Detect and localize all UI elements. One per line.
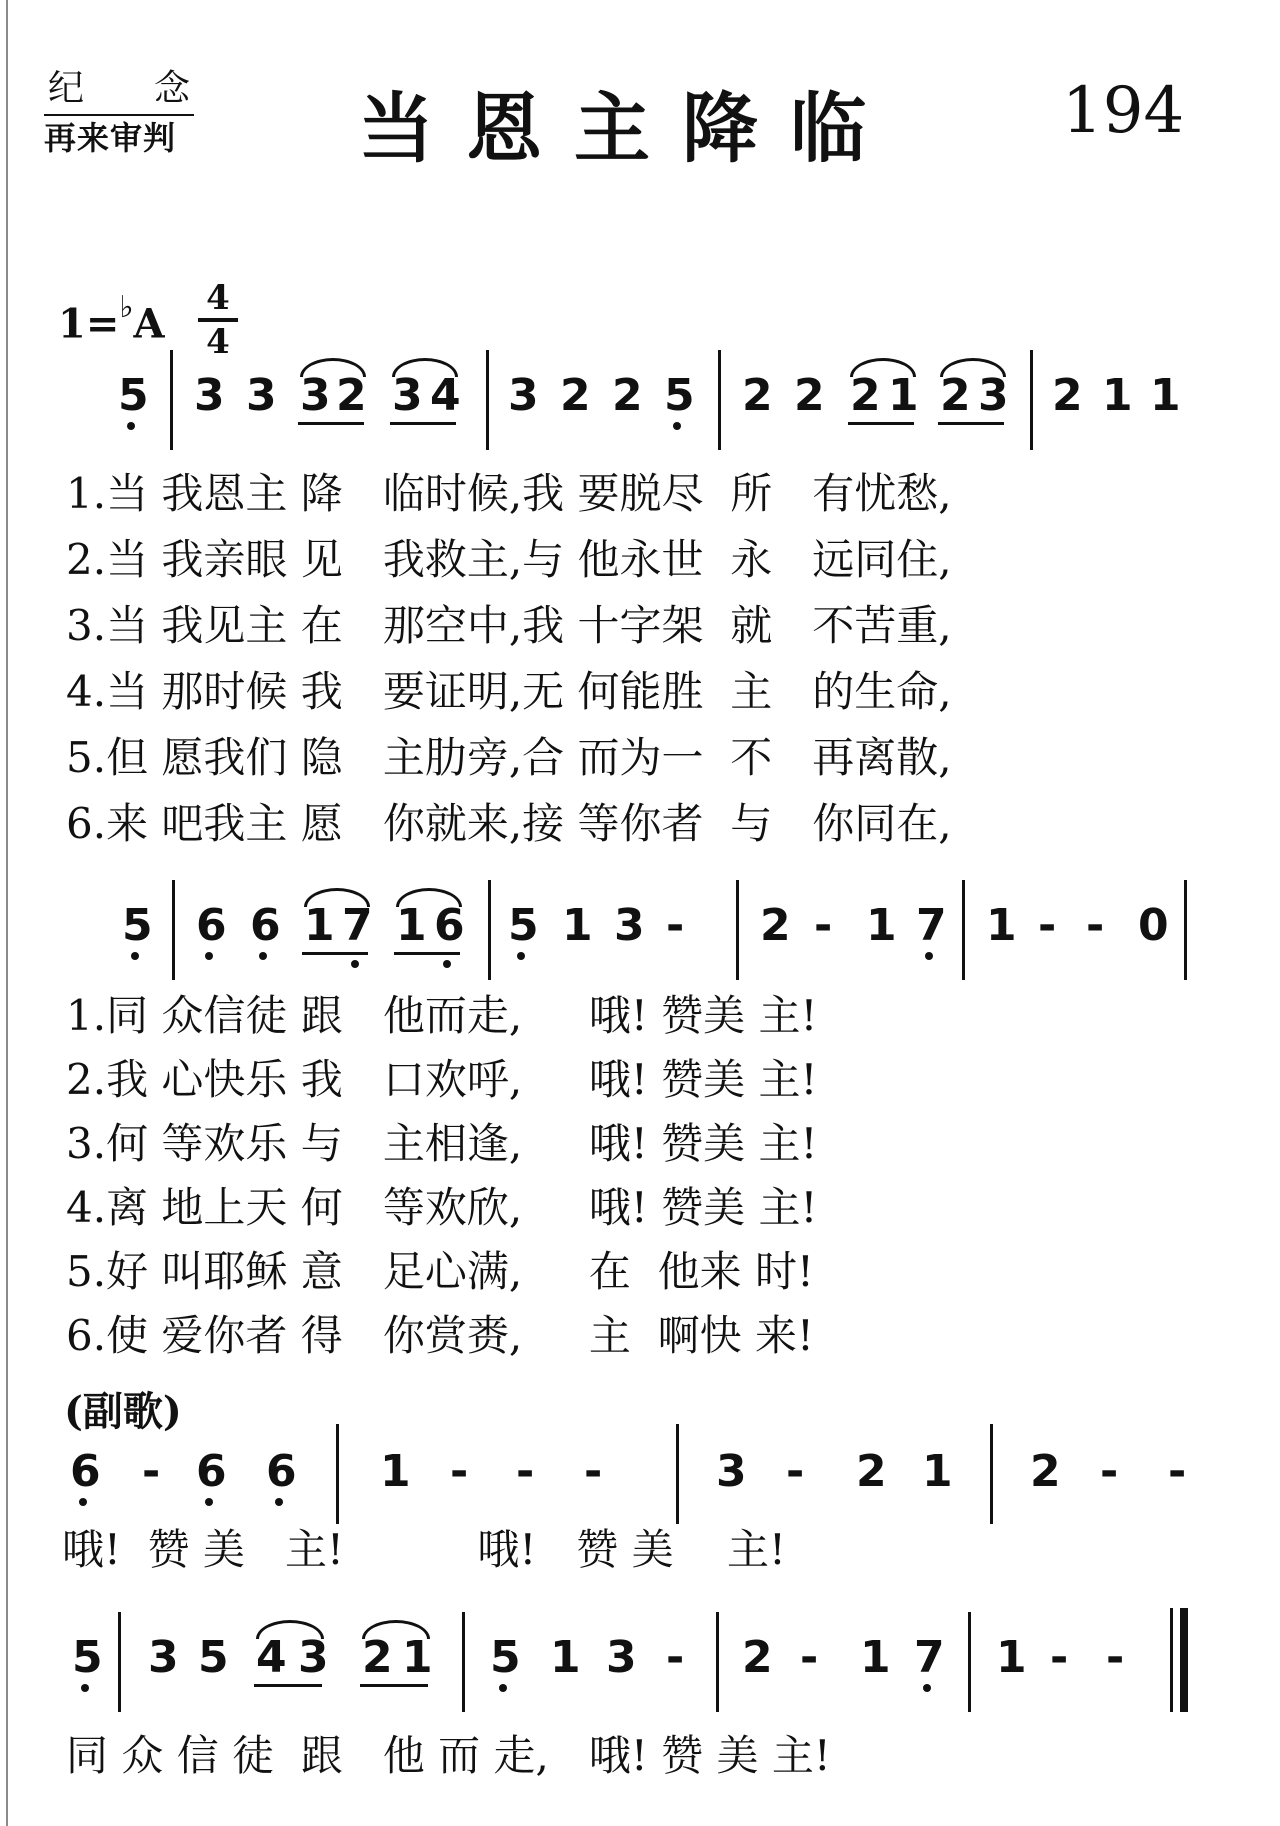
- verse-line: 2.当 我亲眼 见 我救主,与 他永世 永 远同住,: [66, 535, 952, 584]
- note: 1: [888, 370, 919, 421]
- note-dot: [673, 422, 681, 430]
- note: 1: [562, 900, 593, 951]
- category-label: [44, 66, 194, 116]
- note: 1: [1102, 370, 1133, 421]
- note: 3: [300, 370, 331, 421]
- key-tonic: 1=: [58, 300, 120, 348]
- note-dot: [517, 952, 525, 960]
- note: 6: [70, 1446, 101, 1497]
- note: 3: [298, 1632, 329, 1683]
- category-char: 纪: [48, 68, 85, 109]
- barline: [1184, 880, 1187, 980]
- note: 1: [996, 1632, 1027, 1683]
- hymn-number: 194: [1062, 74, 1185, 148]
- underline: [254, 1684, 322, 1687]
- note: 5: [118, 370, 149, 421]
- slur: [392, 358, 458, 377]
- note-dot: [205, 952, 213, 960]
- verse-line: 5.但 愿我们 隐 主肋旁,合 而为一 不 再离散,: [66, 733, 952, 782]
- barline: [172, 880, 175, 980]
- verse-line: 1.当 我恩主 降 临时候,我 要脱尽 所 有忧愁,: [66, 469, 952, 518]
- dash: -: [1168, 1446, 1187, 1497]
- note: 5: [490, 1632, 521, 1683]
- chorus-lyric-line: 同 众 信 徒 跟 他 而 走, 哦! 赞 美 主!: [66, 1731, 831, 1780]
- barline: [486, 350, 489, 450]
- note: 2: [850, 370, 881, 421]
- note: 5: [122, 900, 153, 951]
- notation-row-1: [0, 370, 1280, 470]
- time-signature: [198, 280, 238, 360]
- note-dot: [79, 1498, 87, 1506]
- note: 5: [508, 900, 539, 951]
- note: 1: [866, 900, 897, 951]
- note-dot: [259, 952, 267, 960]
- barline: [1030, 350, 1033, 450]
- note: 1: [922, 1446, 953, 1497]
- verse-line: 2.我 心快乐 我 口欢呼, 哦! 赞美 主!: [66, 1055, 818, 1104]
- verse-line: 1.同 众信徒 跟 他而走, 哦! 赞美 主!: [66, 991, 818, 1040]
- note: 2: [612, 370, 643, 421]
- slur: [304, 888, 370, 907]
- slur: [396, 888, 462, 907]
- verse-line: 6.使 爱你者 得 你赏赉, 主 啊快 来!: [66, 1311, 814, 1360]
- note: 2: [794, 370, 825, 421]
- note: 3: [614, 900, 645, 951]
- note: 6: [196, 900, 227, 951]
- barline: [488, 880, 491, 980]
- notation-row-4: [0, 1632, 1280, 1732]
- note: 3: [194, 370, 225, 421]
- note: 2: [856, 1446, 887, 1497]
- note: 2: [362, 1632, 393, 1683]
- dash: -: [450, 1446, 469, 1497]
- note: 6: [266, 1446, 297, 1497]
- verse-line: 5.好 叫耶稣 意 足心满, 在 他来 时!: [66, 1247, 814, 1296]
- notation-row-2: [0, 900, 1280, 1000]
- note: 3: [392, 370, 423, 421]
- note: 5: [72, 1632, 103, 1683]
- slur: [850, 358, 916, 377]
- barline: [736, 880, 739, 980]
- dash: -: [142, 1446, 161, 1497]
- note: 6: [434, 900, 465, 951]
- dash: -: [1038, 900, 1057, 951]
- category-char: 念: [153, 68, 190, 109]
- underline: [390, 422, 456, 425]
- meter-bottom: 4: [206, 322, 230, 362]
- note-dot: [275, 1498, 283, 1506]
- dash: -: [666, 1632, 685, 1683]
- dash: -: [1106, 1632, 1125, 1683]
- underline: [938, 422, 1004, 425]
- note: 1: [986, 900, 1017, 951]
- underline: [848, 422, 914, 425]
- note: 1: [860, 1632, 891, 1683]
- note: 7: [342, 900, 373, 951]
- note: 2: [560, 370, 591, 421]
- note: 5: [198, 1632, 229, 1683]
- underline: [360, 1684, 428, 1687]
- chorus-label: (副歌): [64, 1388, 182, 1435]
- note: 4: [430, 370, 461, 421]
- note: 3: [716, 1446, 747, 1497]
- meter-top: 4: [206, 278, 230, 318]
- underline: [394, 952, 460, 955]
- barline: [968, 1612, 971, 1712]
- underline: [302, 952, 368, 955]
- note: 2: [336, 370, 367, 421]
- note: 1: [550, 1632, 581, 1683]
- key-text: [58, 290, 165, 348]
- verse-line: 3.何 等欢乐 与 主相逢, 哦! 赞美 主!: [66, 1119, 818, 1168]
- note: 1: [1150, 370, 1181, 421]
- note: 0: [1138, 900, 1169, 951]
- note: 1: [380, 1446, 411, 1497]
- key-letter: A: [133, 300, 165, 348]
- barline: [962, 880, 965, 980]
- dash: -: [666, 900, 685, 951]
- dash: -: [584, 1446, 603, 1497]
- dash: -: [814, 900, 833, 951]
- slur: [940, 358, 1006, 377]
- note: 6: [250, 900, 281, 951]
- barline: [170, 350, 173, 450]
- barline: [990, 1424, 993, 1524]
- note: 3: [246, 370, 277, 421]
- note-dot: [351, 960, 359, 968]
- final-barline-thin: [1170, 1608, 1173, 1712]
- slur: [362, 1620, 430, 1639]
- note: 3: [508, 370, 539, 421]
- slur: [300, 358, 366, 377]
- note: 1: [402, 1632, 433, 1683]
- barline: [336, 1424, 339, 1524]
- slur: [256, 1620, 324, 1639]
- note-dot: [925, 952, 933, 960]
- note: 1: [304, 900, 335, 951]
- note-dot: [81, 1684, 89, 1692]
- note-dot: [127, 422, 135, 430]
- note: 5: [664, 370, 695, 421]
- barline: [716, 1612, 719, 1712]
- verse-line: 3.当 我见主 在 那空中,我 十字架 就 不苦重,: [66, 601, 952, 650]
- dash: -: [1086, 900, 1105, 951]
- note: 2: [742, 370, 773, 421]
- hymn-title: 当恩主降临: [358, 84, 898, 173]
- underline: [298, 422, 364, 425]
- verse-line: 4.离 地上天 何 等欢欣, 哦! 赞美 主!: [66, 1183, 818, 1232]
- note: 2: [760, 900, 791, 951]
- note: 3: [978, 370, 1009, 421]
- barline: [462, 1612, 465, 1712]
- note: 3: [606, 1632, 637, 1683]
- note: 2: [1030, 1446, 1061, 1497]
- flat-sign: ♭: [119, 290, 134, 325]
- note: 2: [742, 1632, 773, 1683]
- category-block: [44, 66, 194, 160]
- subcategory-label: 再来审判: [44, 119, 177, 157]
- verse-line: 4.当 那时候 我 要证明,无 何能胜 主 的生命,: [66, 667, 952, 716]
- dash: -: [800, 1632, 819, 1683]
- note-dot: [205, 1498, 213, 1506]
- dash: -: [1050, 1632, 1069, 1683]
- note: 6: [196, 1446, 227, 1497]
- note: 7: [914, 1632, 945, 1683]
- barline: [676, 1424, 679, 1524]
- note-dot: [923, 1684, 931, 1692]
- note: 7: [916, 900, 947, 951]
- note: 2: [940, 370, 971, 421]
- barline: [718, 350, 721, 450]
- note-dot: [443, 960, 451, 968]
- note: 4: [256, 1632, 287, 1683]
- note: 2: [1052, 370, 1083, 421]
- dash: -: [786, 1446, 805, 1497]
- final-barline-thick: [1180, 1608, 1188, 1712]
- note: 3: [148, 1632, 179, 1683]
- dash: -: [516, 1446, 535, 1497]
- dash: -: [1100, 1446, 1119, 1497]
- barline: [118, 1612, 121, 1712]
- note-dot: [131, 952, 139, 960]
- note: 1: [396, 900, 427, 951]
- chorus-lyric-line: 哦! 赞 美 主! 哦! 赞 美 主!: [62, 1525, 786, 1574]
- note-dot: [499, 1684, 507, 1692]
- verse-line: 6.来 吧我主 愿 你就来,接 等你者 与 你同在,: [66, 799, 952, 848]
